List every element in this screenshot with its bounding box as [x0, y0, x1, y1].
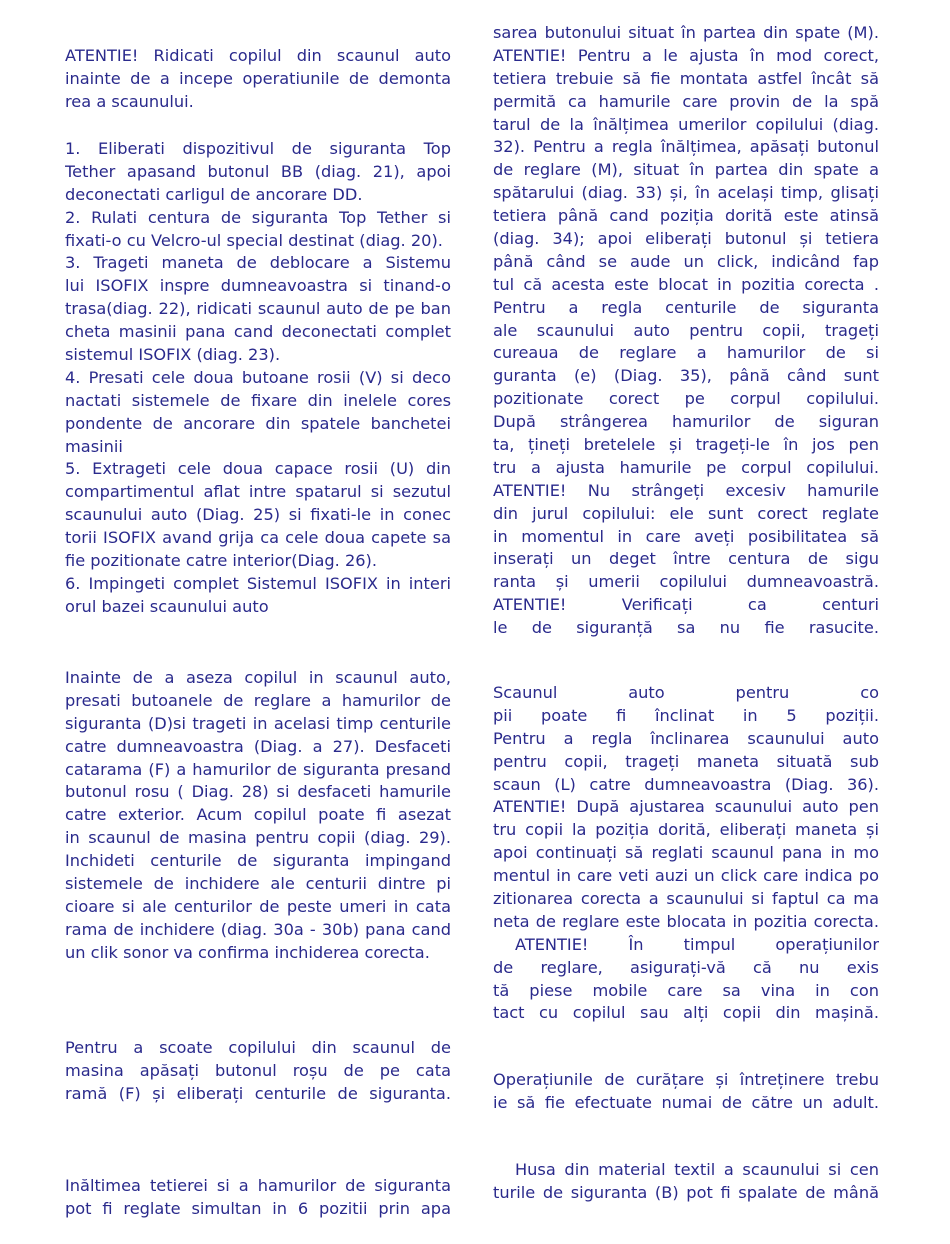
text-line: deconectati carligul de ancorare DD. [65, 184, 363, 204]
text-line: sarea butonului situat în partea din spate (M). [493, 23, 879, 42]
text-line: apoi continuați să reglati scaunul pana in mo [493, 843, 879, 863]
text-line: (diag. 34); apoi eliberați butonul și tetiera [493, 229, 879, 249]
text-line: catre dumneavoastra (Diag. a 27). Desfaceti [65, 736, 451, 756]
text-line: rea a scaunului. [65, 91, 194, 111]
text-line: ATENTIE! Nu strângeți excesiv hamurile [493, 480, 879, 500]
text-line: le de siguranță sa nu fie rasucite. [493, 618, 879, 638]
paragraph-recline [493, 682, 879, 1025]
text-line: neta de reglare este blocata in pozitia corecta. [493, 911, 879, 931]
text-line: Inăltimea tetierei si a hamurilor de siguranta [65, 1176, 451, 1195]
text-line: Inainte de a aseza copilul in scaunul auto, [65, 668, 451, 687]
text-line: ranta și umerii copilului dumneavoastră. [493, 572, 879, 592]
text-line: Pentru a regla înclinarea scaunului auto [493, 728, 879, 748]
text-line: 5. Extrageti cele doua capace rosii (U) din [65, 459, 451, 479]
text-line: turile de siguranta (B) pot fi spalate de mână [493, 1182, 879, 1202]
text-line: catarama (F) a hamurilor de siguranta presand [65, 759, 451, 779]
text-line: Inchideti centurile de siguranta impingand [65, 851, 451, 871]
paragraph-dismount-warning [65, 45, 451, 114]
text-line: 3. Trageti maneta de deblocare a Sistemu [65, 253, 451, 273]
text-line: spătarului (diag. 33) și, în același timp, glisați [493, 183, 879, 203]
text-line: masinii [65, 436, 123, 456]
text-line: pii poate fi înclinat in 5 poziții. [493, 705, 879, 725]
text-line: trasa(diag. 22), ridicati scaunul auto de pe ban [65, 299, 451, 319]
text-line: tul că acesta este blocat in pozitia corecta . [493, 274, 879, 294]
text-line: orul bazei scaunului auto [65, 596, 269, 616]
text-line: guranta (e) (Diag. 35), până când sunt [493, 366, 879, 386]
text-line: lui ISOFIX inspre dumneavoastra si tinand-o [65, 276, 451, 296]
text-line: tru copii la poziția dorită, eliberați maneta și [493, 820, 879, 840]
paragraph-removing-child [65, 1037, 451, 1106]
text-line: scaunului auto (Diag. 25) si fixati-le in conec [65, 505, 451, 525]
text-line: ATENTIE! Verificați ca centuri [493, 595, 879, 615]
text-line: din jurul copilului: ele sunt corect reglate [493, 503, 879, 523]
text-line: un clik sonor va confirma inchiderea corecta. [65, 942, 430, 962]
text-line: pot fi reglate simultan in 6 pozitii prin apa [65, 1198, 451, 1218]
text-line: pondente de ancorare din spatele banchetei [65, 413, 451, 433]
text-line: ATENTIE! Ridicati copilul din scaunul auto [65, 46, 451, 65]
text-line: compartimentul aflat intre spatarul si sezutul [65, 482, 451, 502]
text-line: butonul rosu ( Diag. 28) si desfaceti hamurile [65, 782, 451, 802]
text-line: scaun (L) catre dumneavoastra (Diag. 36). [493, 774, 879, 794]
paragraph-headrest-height [65, 1175, 451, 1221]
text-line: de reglare, asigurați-vă că nu exis [493, 957, 879, 977]
text-line: până când se aude un click, indicând fap [493, 251, 879, 271]
text-line: tarul de la înălțimea umerilor copilului (diag. [493, 114, 879, 134]
text-line: Scaunul auto pentru co [493, 683, 879, 702]
text-line: torii ISOFIX avand grija ca cele doua capete sa [65, 528, 451, 548]
text-line: ie să fie efectuate numai de către un adult. [493, 1092, 879, 1112]
text-line: in scaunul de masina pentru copii (diag. 29). [65, 828, 451, 848]
text-line: ATENTIE! Pentru a le ajusta în mod corect, [493, 45, 879, 65]
text-line: 4. Presati cele doua butoane rosii (V) si deco [65, 367, 451, 387]
text-line: cioare si ale centurilor de peste umeri in cata [65, 896, 451, 916]
paragraph-cleaning [493, 1069, 879, 1115]
text-line: in momentul in care aveți posibilitatea să [493, 526, 879, 546]
text-line: mentul in care veti auzi un click care indica po [493, 866, 879, 886]
text-line: sistemul ISOFIX (diag. 23). [65, 345, 281, 365]
text-line: tetiera trebuie să fie montata astfel încât să [493, 68, 879, 88]
text-line: cheta masinii pana cand deconectati complet [65, 322, 451, 342]
text-line: Tether apasand butonul BB (diag. 21), apoi [65, 161, 451, 181]
text-line: tă piese mobile care sa vina in con [493, 980, 879, 1000]
text-line: fie pozitionate catre interior(Diag. 26). [65, 551, 378, 571]
text-line: Operațiunile de curățare și întreținere trebu [493, 1070, 879, 1089]
text-line: presati butoanele de reglare a hamurilor de [65, 690, 451, 710]
text-line: inainte de a incepe operatiunile de demonta [65, 68, 451, 88]
text-line: pentru copii, trageți maneta situată sub [493, 751, 879, 771]
paragraph-dismount-steps [65, 138, 451, 619]
text-line: pozitionate corect pe corpul copilului. [493, 389, 879, 409]
text-line: cureaua de reglare a hamurilor de si [493, 343, 879, 363]
text-line: inserați un deget între centura de sigu [493, 549, 879, 569]
text-line: rama de inchidere (diag. 30a - 30b) pana cand [65, 919, 451, 939]
text-line: tact cu copilul sau alți copii din mașină. [493, 1003, 879, 1023]
text-line: ale scaunului auto pentru copii, trageți [493, 320, 879, 340]
text-line: catre exterior. Acum copilul poate fi asezat [65, 805, 451, 825]
text-line: Husa din material textil a scaunului si cen [515, 1160, 879, 1179]
text-line: ATENTIE! După ajustarea scaunului auto pen [493, 797, 879, 817]
text-line: nactati sistemele de fixare din inelele cores [65, 390, 451, 410]
text-line: Pentru a scoate copilului din scaunul de [65, 1038, 451, 1057]
text-line: tru a ajusta hamurile pe corpul copilului. [493, 457, 879, 477]
text-line: zitionarea corecta a scaunului si faptul ca ma [493, 889, 879, 909]
text-line: fixati-o cu Velcro-ul special destinat (diag. 20). [65, 230, 443, 250]
text-line: siguranta (D)si trageti in acelasi timp centurile [65, 713, 451, 733]
text-line: 32). Pentru a regla înălțimea, apăsați butonul [493, 137, 879, 157]
paragraph-seating-child [65, 667, 451, 965]
paragraph-headrest-adjust [493, 22, 879, 640]
text-line: de reglare (M), situat în partea din spate a [493, 160, 879, 180]
paragraph-fabric-cover [493, 1159, 879, 1205]
text-line: 2. Rulati centura de siguranta Top Tether si [65, 207, 451, 227]
text-line: După strângerea hamurilor de siguran [493, 412, 879, 432]
text-line: Pentru a regla centurile de siguranta [493, 297, 879, 317]
text-line: sistemele de inchidere ale centurii dintre pi [65, 874, 451, 894]
text-line: permită ca hamurile care provin de la spă [493, 91, 879, 111]
text-line: ATENTIE! În timpul operațiunilor [515, 934, 879, 954]
text-line: 1. Eliberati dispozitivul de siguranta Top [65, 139, 451, 158]
text-line: ta, țineți bretelele și trageți-le în jos pen [493, 435, 879, 455]
text-line: 6. Impingeti complet Sistemul ISOFIX in interi [65, 573, 451, 593]
text-line: ramă (F) și eliberați centurile de siguranta. [65, 1083, 451, 1103]
text-line: masina apăsați butonul roșu de pe cata [65, 1060, 451, 1080]
text-line: tetiera până cand poziția dorită este atinsă [493, 206, 879, 226]
